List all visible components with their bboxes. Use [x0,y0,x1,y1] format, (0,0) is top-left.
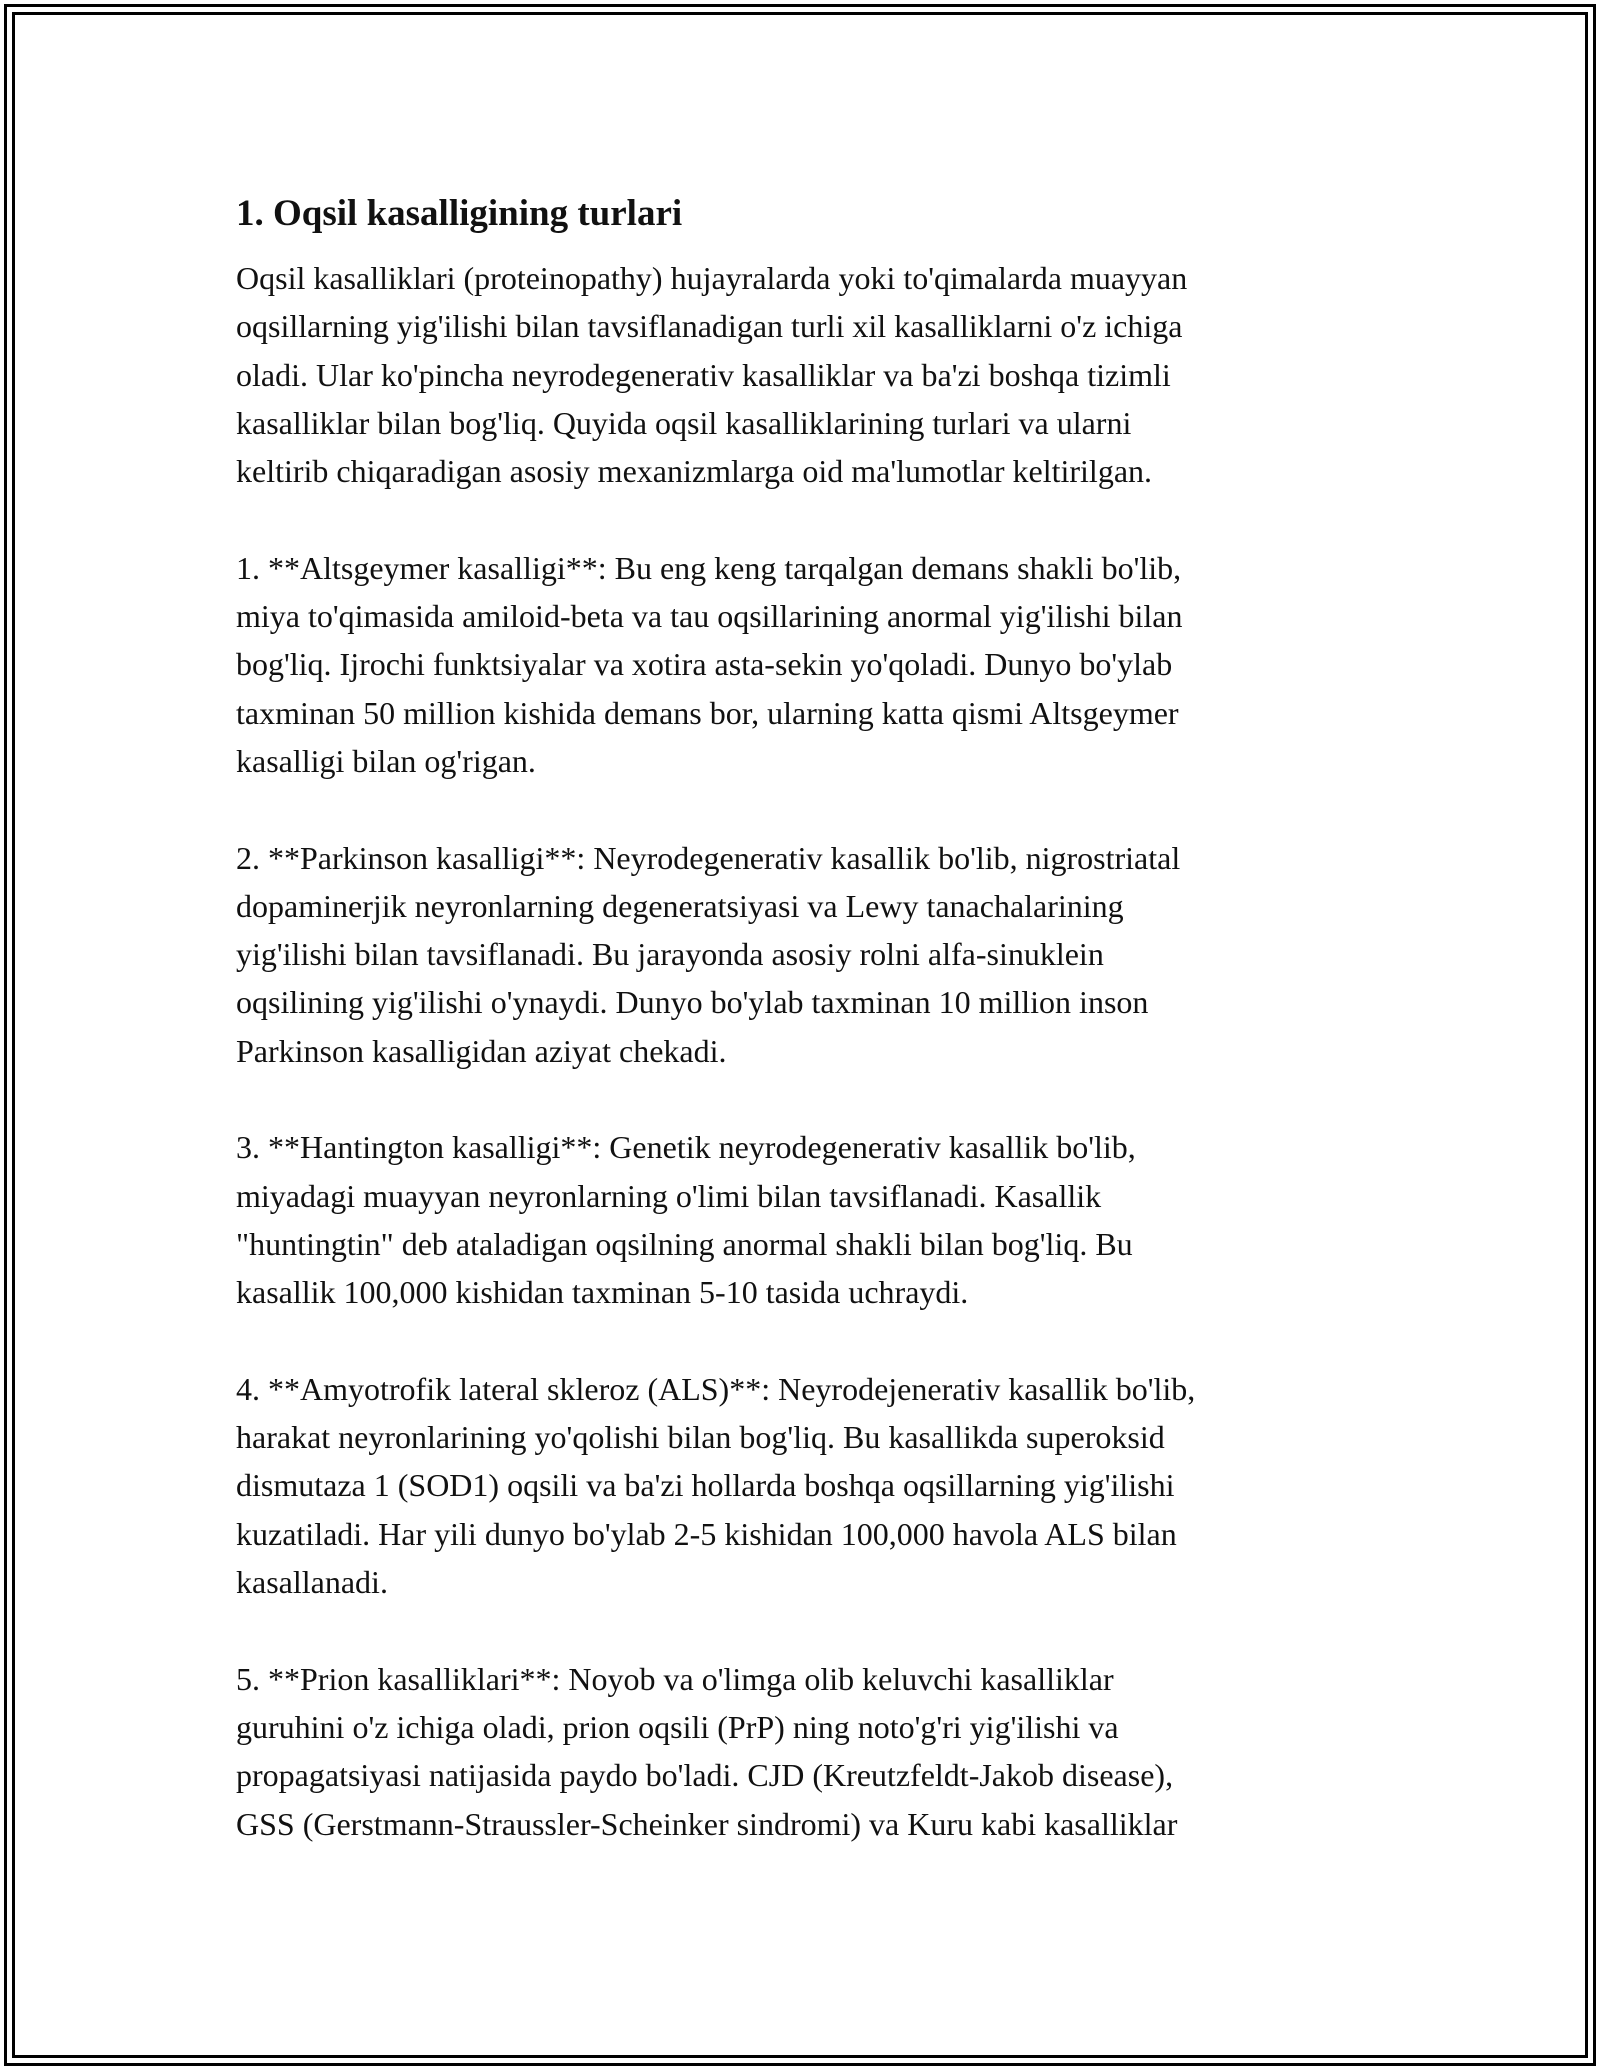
intro-paragraph [236,254,1376,495]
text-line: 5. **Prion kasalliklari**: Noyob va o'limga olib keluvchi kasalliklar [236,1660,1114,1697]
text-line: dismutaza 1 (SOD1) oqsili va ba'zi hollarda boshqa oqsillarning yig'ilishi [236,1467,1175,1504]
text-line: 3. **Hantington kasalligi**: Genetik neyrodegenerativ kasallik bo'lib, [236,1129,1136,1166]
text-line: kasalligi bilan og'rigan. [236,742,536,779]
text-line: bog'liq. Ijrochi funktsiyalar va xotira asta-sekin yo'qoladi. Dunyo bo'ylab [236,646,1173,683]
parkinson-paragraph [236,834,1376,1075]
als-paragraph [236,1365,1376,1606]
text-line: Parkinson kasalligidan aziyat chekadi. [236,1032,727,1069]
text-line: kasallanadi. [236,1564,388,1601]
text-line: oladi. Ular ko'pincha neyrodegenerativ kasalliklar va ba'zi boshqa tizimli [236,356,1171,393]
text-line: 2. **Parkinson kasalligi**: Neyrodegenerativ kasallik bo'lib, nigrostriatal [236,839,1181,876]
text-line: dopaminerjik neyronlarning degeneratsiyasi va Lewy tanachalarining [236,887,1124,924]
text-line: propagatsiyasi natijasida paydo bo'ladi. CJD (Kreutzfeldt-Jakob disease), [236,1757,1174,1794]
text-line: yig'ilishi bilan tavsiflanadi. Bu jarayonda asosiy rolni alfa-sinuklein [236,936,1104,973]
text-line: oqsilining yig'ilishi o'ynaydi. Dunyo bo'ylab taxminan 10 million inson [236,984,1149,1021]
text-line: harakat neyronlarining yo'qolishi bilan bog'liq. Bu kasallikda superoksid [236,1419,1165,1456]
text-line: miya to'qimasida amiloid-beta va tau oqsillarining anormal yig'ilishi bilan [236,598,1183,635]
huntington-paragraph [236,1123,1376,1316]
text-line: keltirib chiqaradigan asosiy mexanizmlarga oid ma'lumotlar keltirilgan. [236,453,1153,490]
text-line: guruhini o'z ichiga oladi, prion oqsili (PrP) ning noto'g'ri yig'ilishi va [236,1708,1119,1745]
text-line: kuzatiladi. Har yili dunyo bo'ylab 2-5 kishidan 100,000 havola ALS bilan [236,1515,1177,1552]
document-body [236,186,1376,1848]
text-line: taxminan 50 million kishida demans bor, ularning katta qismi Altsgeymer [236,694,1179,731]
prion-paragraph [236,1655,1376,1848]
text-line: miyadagi muayyan neyronlarning o'limi bilan tavsiflanadi. Kasallik [236,1177,1102,1214]
text-line: kasallik 100,000 kishidan taxminan 5-10 tasida uchraydi. [236,1274,969,1311]
text-line: GSS (Gerstmann-Straussler-Scheinker sindromi) va Kuru kabi kasalliklar [236,1805,1178,1842]
text-line: kasalliklar bilan bog'liq. Quyida oqsil kasalliklarining turlari va ularni [236,404,1132,441]
text-line: Oqsil kasalliklari (proteinopathy) hujayralarda yoki to'qimalarda muayyan [236,260,1188,296]
section-heading: 1. Oqsil kasalligining turlari [236,193,683,234]
text-line: 4. **Amyotrofik lateral skleroz (ALS)**: Neyrodejenerativ kasallik bo'lib, [236,1370,1196,1407]
alzheimer-paragraph [236,544,1376,785]
text-line: "huntingtin" deb ataladigan oqsilning anormal shakli bilan bog'liq. Bu [236,1225,1133,1262]
text-line: oqsillarning yig'ilishi bilan tavsiflanadigan turli xil kasalliklarni o'z ichiga [236,308,1183,345]
text-line: 1. **Altsgeymer kasalligi**: Bu eng keng tarqalgan demans shakli bo'lib, [236,549,1182,586]
